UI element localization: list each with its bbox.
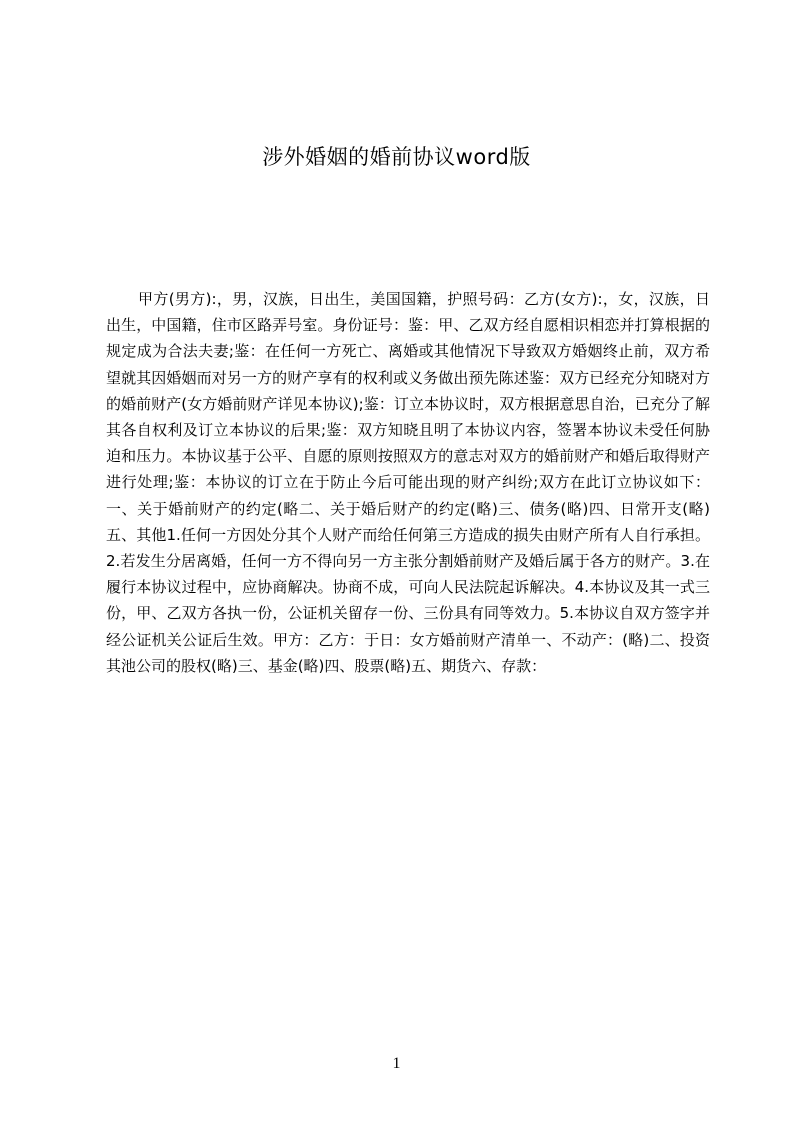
page-number: 1 [392, 1055, 401, 1072]
document-body-paragraph: 甲方(男方):，男，汉族，日出生，美国国籍，护照号码：乙方(女方):，女，汉族，日出生，中国籍，住市区路弄号室。身份证号：鉴：甲、乙双方经自愿相识相恋并打算根据的规定成为合法夫妻;鉴：在任何一方死亡、离婚或其他情况下导致双方婚姻终止前，双方希望就其因婚姻而对另一方的财产享有的权利或义务做出预先陈述鉴：双方已经充分知晓对方的婚前财产(女方婚前财产详见本协议);鉴：订立本协议时，双方根据意思自治，已充分了解其各自权利及订立本协议的后果;鉴：双方知晓且明了本协议内容，签署本协议未受任何胁迫和压力。本协议基于公平、自愿的原则按照双方的意志对双方的婚前财产和婚后取得财产进行处理;鉴：本协议的订立在于防止今后可能出现的财产纠纷;双方在此订立协议如下：一、关于婚前财产的约定(略二、关于婚后财产的约定(略)三、债务(略)四、日常开支(略)五、其他1.任何一方因处分其个人财产而给任何第三方造成的损失由财产所有人自行承担。2.若发生分居离婚，任何一方不得向另一方主张分割婚前财产及婚后属于各方的财产。3.在履行本协议过程中，应协商解决。协商不成，可向人民法院起诉解决。4.本协议及其一式三份，甲、乙双方各执一份，公证机关留存一份、三份具有同等效力。5.本协议自双方签字并经公证机关公证后生效。甲方：乙方：于日：女方婚前财产清单一、不动产：(略)二、投资其池公司的股权(略)三、基金(略)四、股票(略)五、期货六、存款： [106, 290, 710, 675]
document-title: 涉外婚姻的婚前协议word版 [262, 145, 531, 169]
